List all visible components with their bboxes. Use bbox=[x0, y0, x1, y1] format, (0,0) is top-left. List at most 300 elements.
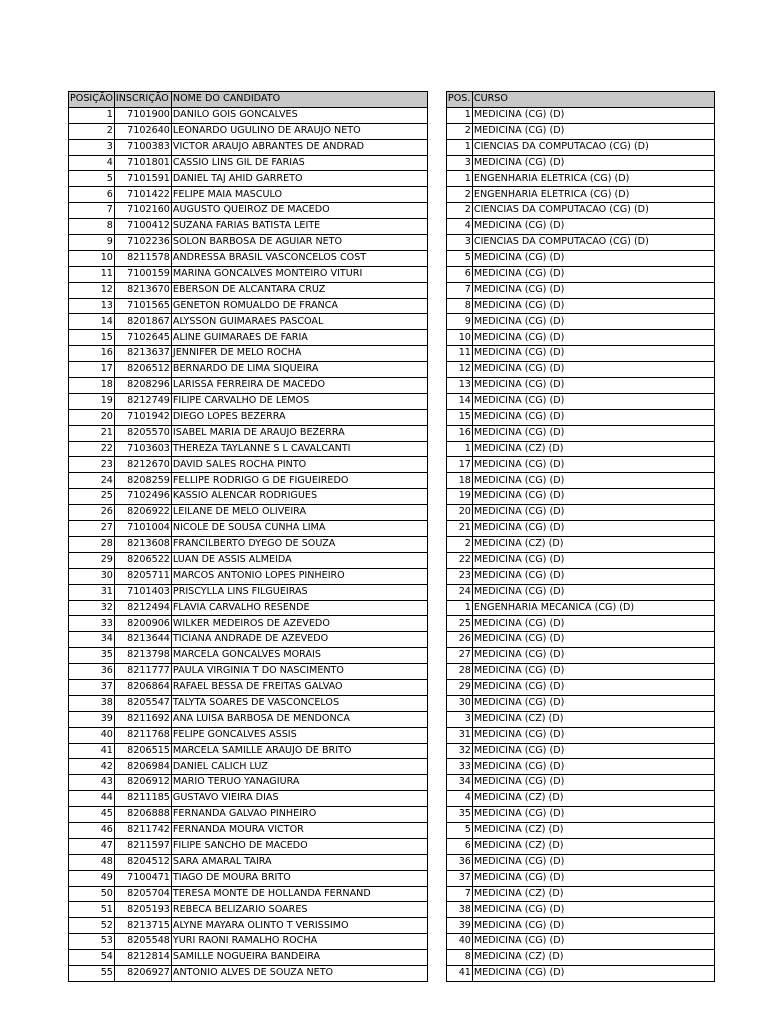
table-row bbox=[69, 171, 715, 187]
cell-curso: ENGENHARIA ELETRICA (CG) (D) bbox=[472, 187, 714, 203]
cell-posicao: 2 bbox=[69, 123, 115, 139]
cell-nome: GUSTAVO VIEIRA DIAS bbox=[171, 791, 427, 807]
cell-pos-curso: 36 bbox=[446, 854, 472, 870]
cell-pos-curso: 32 bbox=[446, 743, 472, 759]
cell-spacer bbox=[427, 727, 446, 743]
cell-posicao: 34 bbox=[69, 632, 115, 648]
cell-pos-curso: 29 bbox=[446, 679, 472, 695]
cell-posicao: 25 bbox=[69, 489, 115, 505]
cell-posicao: 53 bbox=[69, 934, 115, 950]
cell-inscricao: 7102236 bbox=[114, 235, 171, 251]
cell-nome: MARINA GONCALVES MONTEIRO VITURI bbox=[171, 266, 427, 282]
cell-nome: RAFAEL BESSA DE FREITAS GALVAO bbox=[171, 679, 427, 695]
cell-spacer bbox=[427, 584, 446, 600]
table-row bbox=[69, 664, 715, 680]
cell-pos-curso: 14 bbox=[446, 393, 472, 409]
cell-inscricao: 8206515 bbox=[114, 743, 171, 759]
cell-posicao: 13 bbox=[69, 298, 115, 314]
cell-posicao: 37 bbox=[69, 679, 115, 695]
cell-nome: TIAGO DE MOURA BRITO bbox=[171, 870, 427, 886]
cell-inscricao: 8205548 bbox=[114, 934, 171, 950]
cell-inscricao: 7101591 bbox=[114, 171, 171, 187]
cell-spacer bbox=[427, 743, 446, 759]
cell-inscricao: 7101422 bbox=[114, 187, 171, 203]
table-row bbox=[69, 489, 715, 505]
cell-posicao: 4 bbox=[69, 155, 115, 171]
cell-pos-curso: 26 bbox=[446, 632, 472, 648]
table-row bbox=[69, 409, 715, 425]
cell-inscricao: 8212814 bbox=[114, 950, 171, 966]
cell-pos-curso: 37 bbox=[446, 870, 472, 886]
cell-pos-curso: 25 bbox=[446, 616, 472, 632]
cell-posicao: 52 bbox=[69, 918, 115, 934]
table-body bbox=[69, 107, 715, 981]
cell-posicao: 22 bbox=[69, 441, 115, 457]
cell-pos-curso: 23 bbox=[446, 568, 472, 584]
cell-inscricao: 8206522 bbox=[114, 552, 171, 568]
cell-curso: MEDICINA (CZ) (D) bbox=[472, 791, 714, 807]
cell-nome: LARISSA FERREIRA DE MACEDO bbox=[171, 378, 427, 394]
cell-nome: LEONARDO UGULINO DE ARAUJO NETO bbox=[171, 123, 427, 139]
cell-inscricao: 8205193 bbox=[114, 902, 171, 918]
cell-spacer bbox=[427, 203, 446, 219]
table-row bbox=[69, 965, 715, 981]
cell-spacer bbox=[427, 266, 446, 282]
cell-inscricao: 7102160 bbox=[114, 203, 171, 219]
cell-pos-curso: 20 bbox=[446, 505, 472, 521]
cell-nome: KASSIO ALENCAR RODRIGUES bbox=[171, 489, 427, 505]
cell-posicao: 28 bbox=[69, 536, 115, 552]
table-row bbox=[69, 298, 715, 314]
table-row bbox=[69, 934, 715, 950]
cell-curso: MEDICINA (CG) (D) bbox=[472, 648, 714, 664]
cell-inscricao: 8213637 bbox=[114, 346, 171, 362]
cell-spacer bbox=[427, 235, 446, 251]
cell-pos-curso: 7 bbox=[446, 282, 472, 298]
header-pos-curso: POS. bbox=[446, 92, 472, 108]
cell-curso: MEDICINA (CG) (D) bbox=[472, 664, 714, 680]
cell-nome: AUGUSTO QUEIROZ DE MACEDO bbox=[171, 203, 427, 219]
cell-posicao: 35 bbox=[69, 648, 115, 664]
cell-inscricao: 8213608 bbox=[114, 536, 171, 552]
table-row bbox=[69, 107, 715, 123]
cell-spacer bbox=[427, 441, 446, 457]
table-row bbox=[69, 759, 715, 775]
cell-pos-curso: 1 bbox=[446, 171, 472, 187]
header-nome: NOME DO CANDIDATO bbox=[171, 92, 427, 108]
cell-nome: SARA AMARAL TAIRA bbox=[171, 854, 427, 870]
cell-posicao: 40 bbox=[69, 727, 115, 743]
cell-nome: REBECA BELIZARIO SOARES bbox=[171, 902, 427, 918]
cell-pos-curso: 30 bbox=[446, 695, 472, 711]
cell-posicao: 38 bbox=[69, 695, 115, 711]
cell-spacer bbox=[427, 393, 446, 409]
cell-inscricao: 8208296 bbox=[114, 378, 171, 394]
cell-pos-curso: 3 bbox=[446, 711, 472, 727]
table-row bbox=[69, 536, 715, 552]
cell-inscricao: 8206922 bbox=[114, 505, 171, 521]
table-row bbox=[69, 743, 715, 759]
cell-curso: MEDICINA (CG) (D) bbox=[472, 457, 714, 473]
cell-spacer bbox=[427, 187, 446, 203]
cell-posicao: 5 bbox=[69, 171, 115, 187]
cell-curso: MEDICINA (CG) (D) bbox=[472, 695, 714, 711]
cell-curso: MEDICINA (CG) (D) bbox=[472, 505, 714, 521]
cell-spacer bbox=[427, 679, 446, 695]
cell-nome: FELIPE GONCALVES ASSIS bbox=[171, 727, 427, 743]
table-row bbox=[69, 584, 715, 600]
cell-curso: MEDICINA (CG) (D) bbox=[472, 918, 714, 934]
cell-nome: FRANCILBERTO DYEGO DE SOUZA bbox=[171, 536, 427, 552]
cell-spacer bbox=[427, 155, 446, 171]
cell-inscricao: 8200906 bbox=[114, 616, 171, 632]
cell-curso: MEDICINA (CG) (D) bbox=[472, 362, 714, 378]
cell-curso: ENGENHARIA MECANICA (CG) (D) bbox=[472, 600, 714, 616]
cell-posicao: 42 bbox=[69, 759, 115, 775]
header-spacer bbox=[427, 92, 446, 108]
cell-pos-curso: 4 bbox=[446, 791, 472, 807]
cell-spacer bbox=[427, 219, 446, 235]
cell-posicao: 36 bbox=[69, 664, 115, 680]
cell-pos-curso: 19 bbox=[446, 489, 472, 505]
cell-spacer bbox=[427, 695, 446, 711]
cell-posicao: 16 bbox=[69, 346, 115, 362]
cell-spacer bbox=[427, 759, 446, 775]
cell-curso: MEDICINA (CZ) (D) bbox=[472, 950, 714, 966]
cell-curso: MEDICINA (CG) (D) bbox=[472, 759, 714, 775]
table-row bbox=[69, 250, 715, 266]
cell-curso: ENGENHARIA ELETRICA (CG) (D) bbox=[472, 171, 714, 187]
cell-curso: MEDICINA (CG) (D) bbox=[472, 743, 714, 759]
cell-spacer bbox=[427, 632, 446, 648]
table-row bbox=[69, 521, 715, 537]
cell-inscricao: 8213798 bbox=[114, 648, 171, 664]
cell-nome: EBERSON DE ALCANTARA CRUZ bbox=[171, 282, 427, 298]
cell-pos-curso: 13 bbox=[446, 378, 472, 394]
cell-curso: MEDICINA (CG) (D) bbox=[472, 298, 714, 314]
cell-posicao: 24 bbox=[69, 473, 115, 489]
cell-spacer bbox=[427, 616, 446, 632]
table-row bbox=[69, 425, 715, 441]
cell-pos-curso: 5 bbox=[446, 822, 472, 838]
cell-nome: ALYSSON GUIMARAES PASCOAL bbox=[171, 314, 427, 330]
cell-curso: MEDICINA (CZ) (D) bbox=[472, 711, 714, 727]
cell-curso: MEDICINA (CG) (D) bbox=[472, 266, 714, 282]
cell-posicao: 14 bbox=[69, 314, 115, 330]
cell-inscricao: 8205711 bbox=[114, 568, 171, 584]
cell-inscricao: 8206512 bbox=[114, 362, 171, 378]
cell-pos-curso: 6 bbox=[446, 838, 472, 854]
cell-spacer bbox=[427, 346, 446, 362]
cell-spacer bbox=[427, 139, 446, 155]
cell-curso: MEDICINA (CG) (D) bbox=[472, 934, 714, 950]
cell-pos-curso: 33 bbox=[446, 759, 472, 775]
cell-nome: PAULA VIRGINIA T DO NASCIMENTO bbox=[171, 664, 427, 680]
cell-pos-curso: 31 bbox=[446, 727, 472, 743]
header-inscricao: INSCRIÇÃO bbox=[114, 92, 171, 108]
cell-pos-curso: 38 bbox=[446, 902, 472, 918]
cell-pos-curso: 41 bbox=[446, 965, 472, 981]
cell-nome: TICIANA ANDRADE DE AZEVEDO bbox=[171, 632, 427, 648]
results-table bbox=[68, 91, 715, 982]
cell-spacer bbox=[427, 950, 446, 966]
cell-posicao: 20 bbox=[69, 409, 115, 425]
cell-pos-curso: 35 bbox=[446, 807, 472, 823]
cell-inscricao: 8212670 bbox=[114, 457, 171, 473]
cell-posicao: 26 bbox=[69, 505, 115, 521]
table-row bbox=[69, 886, 715, 902]
cell-inscricao: 8206927 bbox=[114, 965, 171, 981]
cell-nome: ALYNE MAYARA OLINTO T VERISSIMO bbox=[171, 918, 427, 934]
cell-posicao: 41 bbox=[69, 743, 115, 759]
cell-pos-curso: 2 bbox=[446, 203, 472, 219]
cell-spacer bbox=[427, 298, 446, 314]
table-header-row bbox=[69, 92, 715, 108]
cell-inscricao: 8205570 bbox=[114, 425, 171, 441]
table-row bbox=[69, 552, 715, 568]
cell-curso: MEDICINA (CG) (D) bbox=[472, 632, 714, 648]
cell-spacer bbox=[427, 775, 446, 791]
table-row bbox=[69, 441, 715, 457]
cell-spacer bbox=[427, 902, 446, 918]
cell-nome: FELIPE MAIA MASCULO bbox=[171, 187, 427, 203]
cell-pos-curso: 1 bbox=[446, 107, 472, 123]
cell-posicao: 45 bbox=[69, 807, 115, 823]
cell-curso: MEDICINA (CG) (D) bbox=[472, 314, 714, 330]
table-row bbox=[69, 807, 715, 823]
table-row bbox=[69, 791, 715, 807]
cell-curso: MEDICINA (CG) (D) bbox=[472, 775, 714, 791]
cell-inscricao: 8211777 bbox=[114, 664, 171, 680]
cell-nome: CASSIO LINS GIL DE FARIAS bbox=[171, 155, 427, 171]
cell-curso: MEDICINA (CG) (D) bbox=[472, 250, 714, 266]
cell-nome: PRISCYLLA LINS FILGUEIRAS bbox=[171, 584, 427, 600]
cell-posicao: 27 bbox=[69, 521, 115, 537]
cell-pos-curso: 9 bbox=[446, 314, 472, 330]
cell-curso: MEDICINA (CG) (D) bbox=[472, 521, 714, 537]
cell-inscricao: 8213715 bbox=[114, 918, 171, 934]
cell-nome: SAMILLE NOGUEIRA BANDEIRA bbox=[171, 950, 427, 966]
cell-pos-curso: 10 bbox=[446, 330, 472, 346]
cell-inscricao: 8213670 bbox=[114, 282, 171, 298]
cell-inscricao: 7102645 bbox=[114, 330, 171, 346]
table-row bbox=[69, 854, 715, 870]
cell-nome: DANILO GOIS GONCALVES bbox=[171, 107, 427, 123]
table-row bbox=[69, 282, 715, 298]
cell-inscricao: 7101942 bbox=[114, 409, 171, 425]
cell-spacer bbox=[427, 171, 446, 187]
cell-inscricao: 7101004 bbox=[114, 521, 171, 537]
cell-posicao: 1 bbox=[69, 107, 115, 123]
cell-curso: MEDICINA (CG) (D) bbox=[472, 965, 714, 981]
table-row bbox=[69, 918, 715, 934]
table-row bbox=[69, 600, 715, 616]
cell-nome: MARCOS ANTONIO LOPES PINHEIRO bbox=[171, 568, 427, 584]
cell-posicao: 3 bbox=[69, 139, 115, 155]
cell-posicao: 47 bbox=[69, 838, 115, 854]
cell-pos-curso: 34 bbox=[446, 775, 472, 791]
cell-posicao: 49 bbox=[69, 870, 115, 886]
cell-curso: MEDICINA (CG) (D) bbox=[472, 330, 714, 346]
cell-pos-curso: 28 bbox=[446, 664, 472, 680]
cell-inscricao: 8205547 bbox=[114, 695, 171, 711]
cell-spacer bbox=[427, 711, 446, 727]
cell-pos-curso: 6 bbox=[446, 266, 472, 282]
cell-curso: CIENCIAS DA COMPUTACAO (CG) (D) bbox=[472, 139, 714, 155]
cell-pos-curso: 4 bbox=[446, 219, 472, 235]
cell-nome: SUZANA FARIAS BATISTA LEITE bbox=[171, 219, 427, 235]
cell-posicao: 7 bbox=[69, 203, 115, 219]
cell-spacer bbox=[427, 568, 446, 584]
cell-pos-curso: 21 bbox=[446, 521, 472, 537]
cell-spacer bbox=[427, 552, 446, 568]
cell-nome: ALINE GUIMARAES DE FARIA bbox=[171, 330, 427, 346]
cell-curso: MEDICINA (CG) (D) bbox=[472, 378, 714, 394]
cell-pos-curso: 5 bbox=[446, 250, 472, 266]
cell-curso: MEDICINA (CZ) (D) bbox=[472, 536, 714, 552]
cell-spacer bbox=[427, 918, 446, 934]
table-row bbox=[69, 187, 715, 203]
table-row bbox=[69, 266, 715, 282]
table-row bbox=[69, 505, 715, 521]
cell-posicao: 9 bbox=[69, 235, 115, 251]
cell-pos-curso: 1 bbox=[446, 139, 472, 155]
cell-spacer bbox=[427, 965, 446, 981]
cell-posicao: 23 bbox=[69, 457, 115, 473]
cell-curso: MEDICINA (CG) (D) bbox=[472, 282, 714, 298]
cell-inscricao: 7102640 bbox=[114, 123, 171, 139]
cell-posicao: 8 bbox=[69, 219, 115, 235]
cell-curso: MEDICINA (CG) (D) bbox=[472, 346, 714, 362]
cell-pos-curso: 12 bbox=[446, 362, 472, 378]
table-row bbox=[69, 679, 715, 695]
cell-spacer bbox=[427, 934, 446, 950]
cell-curso: MEDICINA (CG) (D) bbox=[472, 616, 714, 632]
cell-nome: MARCELA SAMILLE ARAUJO DE BRITO bbox=[171, 743, 427, 759]
cell-spacer bbox=[427, 457, 446, 473]
cell-spacer bbox=[427, 886, 446, 902]
cell-inscricao: 8211578 bbox=[114, 250, 171, 266]
table-row bbox=[69, 950, 715, 966]
cell-curso: MEDICINA (CG) (D) bbox=[472, 425, 714, 441]
table-row bbox=[69, 362, 715, 378]
cell-posicao: 51 bbox=[69, 902, 115, 918]
cell-posicao: 50 bbox=[69, 886, 115, 902]
cell-curso: MEDICINA (CG) (D) bbox=[472, 409, 714, 425]
cell-inscricao: 8211692 bbox=[114, 711, 171, 727]
cell-spacer bbox=[427, 473, 446, 489]
table-row bbox=[69, 616, 715, 632]
cell-posicao: 32 bbox=[69, 600, 115, 616]
cell-curso: MEDICINA (CG) (D) bbox=[472, 489, 714, 505]
table-row bbox=[69, 870, 715, 886]
cell-nome: ANDRESSA BRASIL VASCONCELOS COST bbox=[171, 250, 427, 266]
cell-nome: ANTONIO ALVES DE SOUZA NETO bbox=[171, 965, 427, 981]
cell-curso: MEDICINA (CG) (D) bbox=[472, 584, 714, 600]
table-row bbox=[69, 902, 715, 918]
cell-inscricao: 7101403 bbox=[114, 584, 171, 600]
cell-spacer bbox=[427, 489, 446, 505]
cell-spacer bbox=[427, 425, 446, 441]
table-row bbox=[69, 457, 715, 473]
cell-inscricao: 7100159 bbox=[114, 266, 171, 282]
cell-curso: MEDICINA (CZ) (D) bbox=[472, 886, 714, 902]
cell-posicao: 18 bbox=[69, 378, 115, 394]
table-row bbox=[69, 203, 715, 219]
table-row bbox=[69, 219, 715, 235]
table-row bbox=[69, 711, 715, 727]
header-posicao: POSIÇÃO bbox=[69, 92, 115, 108]
cell-nome: TALYTA SOARES DE VASCONCELOS bbox=[171, 695, 427, 711]
cell-nome: FILIPE CARVALHO DE LEMOS bbox=[171, 393, 427, 409]
cell-posicao: 29 bbox=[69, 552, 115, 568]
cell-pos-curso: 18 bbox=[446, 473, 472, 489]
table-row bbox=[69, 632, 715, 648]
cell-spacer bbox=[427, 807, 446, 823]
cell-nome: THEREZA TAYLANNE S L CAVALCANTI bbox=[171, 441, 427, 457]
header-curso: CURSO bbox=[472, 92, 714, 108]
cell-spacer bbox=[427, 314, 446, 330]
cell-spacer bbox=[427, 505, 446, 521]
cell-inscricao: 7100383 bbox=[114, 139, 171, 155]
cell-curso: CIENCIAS DA COMPUTACAO (CG) (D) bbox=[472, 235, 714, 251]
cell-posicao: 48 bbox=[69, 854, 115, 870]
cell-inscricao: 8213644 bbox=[114, 632, 171, 648]
cell-posicao: 55 bbox=[69, 965, 115, 981]
table-row bbox=[69, 473, 715, 489]
cell-pos-curso: 11 bbox=[446, 346, 472, 362]
table-row bbox=[69, 139, 715, 155]
cell-posicao: 11 bbox=[69, 266, 115, 282]
cell-inscricao: 8211768 bbox=[114, 727, 171, 743]
cell-spacer bbox=[427, 123, 446, 139]
table-row bbox=[69, 378, 715, 394]
cell-nome: LEILANE DE MELO OLIVEIRA bbox=[171, 505, 427, 521]
cell-spacer bbox=[427, 600, 446, 616]
cell-nome: ANA LUISA BARBOSA DE MENDONCA bbox=[171, 711, 427, 727]
table-row bbox=[69, 727, 715, 743]
cell-inscricao: 8206888 bbox=[114, 807, 171, 823]
cell-pos-curso: 1 bbox=[446, 441, 472, 457]
cell-curso: MEDICINA (CG) (D) bbox=[472, 902, 714, 918]
cell-posicao: 46 bbox=[69, 822, 115, 838]
cell-spacer bbox=[427, 854, 446, 870]
cell-nome: FERNANDA MOURA VICTOR bbox=[171, 822, 427, 838]
cell-pos-curso: 2 bbox=[446, 123, 472, 139]
table-row bbox=[69, 155, 715, 171]
cell-curso: MEDICINA (CG) (D) bbox=[472, 107, 714, 123]
cell-spacer bbox=[427, 409, 446, 425]
cell-nome: VICTOR ARAUJO ABRANTES DE ANDRAD bbox=[171, 139, 427, 155]
cell-inscricao: 8212749 bbox=[114, 393, 171, 409]
cell-inscricao: 7101900 bbox=[114, 107, 171, 123]
cell-nome: BERNARDO DE LIMA SIQUEIRA bbox=[171, 362, 427, 378]
cell-inscricao: 7103603 bbox=[114, 441, 171, 457]
cell-posicao: 15 bbox=[69, 330, 115, 346]
cell-nome: FERNANDA GALVAO PINHEIRO bbox=[171, 807, 427, 823]
cell-inscricao: 8212494 bbox=[114, 600, 171, 616]
cell-pos-curso: 3 bbox=[446, 155, 472, 171]
cell-curso: MEDICINA (CG) (D) bbox=[472, 393, 714, 409]
cell-pos-curso: 27 bbox=[446, 648, 472, 664]
cell-inscricao: 8208259 bbox=[114, 473, 171, 489]
cell-pos-curso: 40 bbox=[446, 934, 472, 950]
cell-pos-curso: 15 bbox=[446, 409, 472, 425]
cell-inscricao: 8206912 bbox=[114, 775, 171, 791]
cell-nome: SOLON BARBOSA DE AGUIAR NETO bbox=[171, 235, 427, 251]
cell-spacer bbox=[427, 330, 446, 346]
cell-curso: MEDICINA (CG) (D) bbox=[472, 807, 714, 823]
